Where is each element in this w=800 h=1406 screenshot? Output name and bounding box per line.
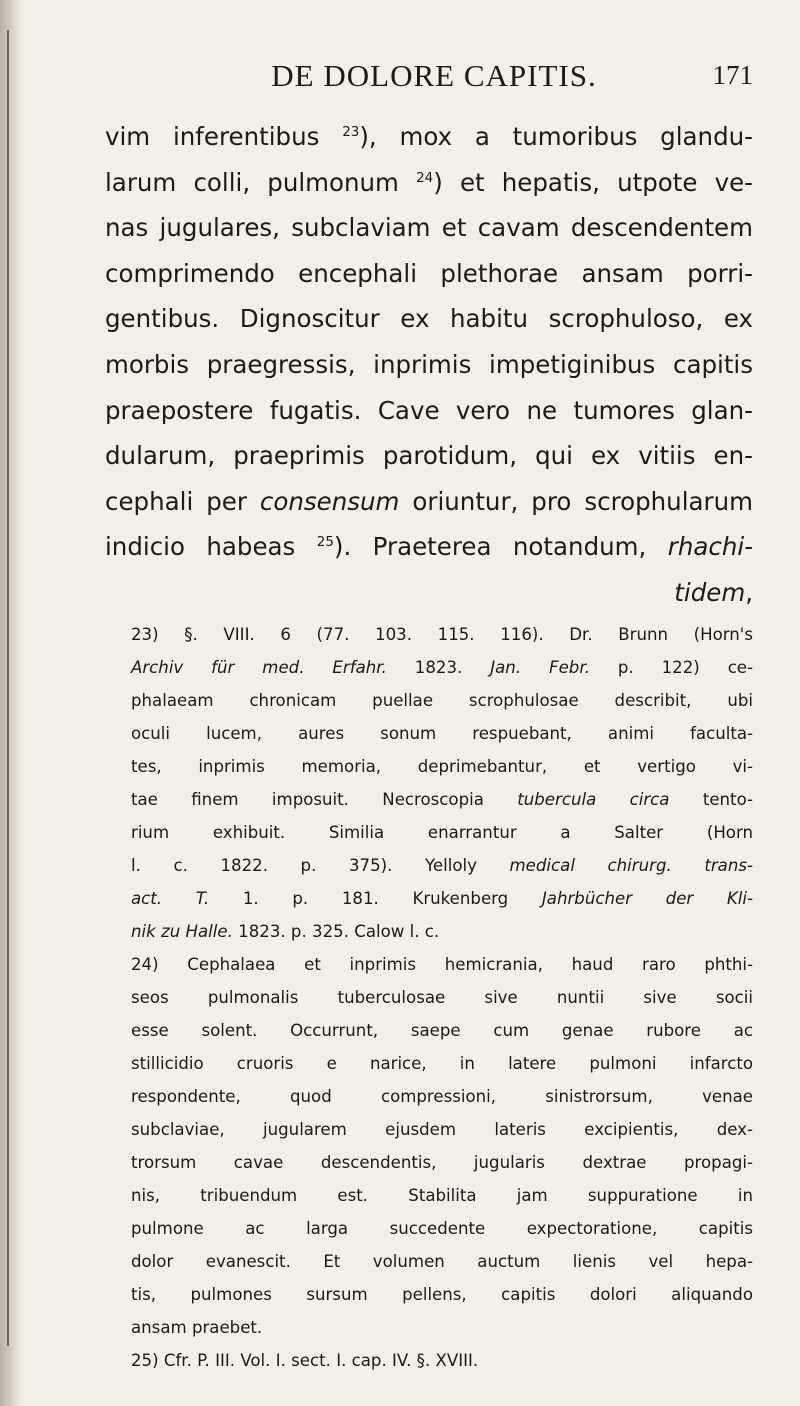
footnote-line: act. T. 1. p. 181. Krukenberg Jahrbücher der Kli-: [131, 888, 753, 908]
footnote-line: ansam praebet.: [131, 1317, 263, 1337]
footnote-ref-24[interactable]: 24: [416, 169, 434, 186]
text-line: praepostere fugatis. Cave vero ne tumores glan-: [105, 395, 753, 425]
text-line: gentibus. Dignoscitur ex habitu scrophuloso, ex: [105, 304, 753, 334]
footnote-line: seos pulmonalis tuberculosae sive nuntii sive socii: [131, 987, 753, 1007]
footnote-line: tes, inprimis memoria, deprimebantur, et vertigo vi-: [131, 756, 753, 776]
footnote-ref-23[interactable]: 23: [342, 123, 360, 140]
book-page: [105, 58, 753, 1377]
main-text: [105, 114, 753, 616]
footnote-line: nik zu Halle. 1823. p. 325. Calow l. c.: [131, 921, 440, 941]
footnote-line: tae finem imposuit. Necroscopia tubercula circa tento-: [131, 789, 754, 809]
footnote-ref-25[interactable]: 25: [316, 534, 334, 551]
book-gutter-shadow: [0, 0, 22, 1406]
text-line: tidem,: [674, 577, 753, 607]
page-header: [105, 58, 753, 108]
text-line: comprimendo encephali plethorae ansam porri-: [105, 258, 753, 288]
footnote-line: oculi lucem, aures sonum respuebant, animi faculta-: [131, 723, 753, 743]
footnote-25: 25) Cfr. P. III. Vol. I. sect. I. cap. IV. §. XVIII.: [131, 1350, 479, 1370]
footnote-line: l. c. 1822. p. 375). Yelloly medical chirurg. trans-: [131, 855, 753, 875]
footnote-line: esse solent. Occurrunt, saepe cum genae rubore ac: [131, 1020, 753, 1040]
footnote-line: respondente, quod compressioni, sinistrorsum, venae: [131, 1086, 753, 1106]
text-line: vim inferentibus $^{23}$), mox a tumoribus glandu-: [105, 122, 753, 151]
footnote-line: subclaviae, jugularem ejusdem lateris excipientis, dex-: [131, 1119, 753, 1139]
text-line: indicio habeas $^{25}$). Praeterea notandum, rhachi-: [105, 532, 754, 562]
footnote-line: dolor evanescit. Et volumen auctum lienis vel hepa-: [131, 1251, 753, 1271]
footnote-24: 24) Cephalaea et inprimis hemicrania, haud raro phthi-: [131, 954, 753, 974]
footnote-line: stillicidio cruoris e narice, in latere pulmoni infarcto: [131, 1053, 753, 1073]
running-title: DE DOLORE CAPITIS.: [271, 58, 597, 93]
text-line: larum colli, pulmonum $^{24}$) et hepatis, utpote ve-: [105, 167, 753, 197]
footnote-line: rium exhibuit. Similia enarrantur a Salter (Horn: [131, 822, 753, 842]
footnotes: [105, 618, 753, 1377]
text-line: morbis praegressis, inprimis impetiginibus capitis: [105, 349, 753, 379]
footnote-line: phalaeam chronicam puellae scrophulosae describit, ubi: [131, 690, 753, 710]
text-line: cephali per consensum oriuntur, pro scrophularum: [105, 486, 753, 516]
footnote-line: pulmone ac larga succedente expectoratione, capitis: [131, 1218, 753, 1238]
footnote-line: trorsum cavae descendentis, jugularis dextrae propagi-: [131, 1152, 753, 1172]
page-number: 171: [712, 60, 753, 90]
footnote-23: 23) §. VIII. 6 (77. 103. 115. 116). Dr. Brunn (Horn's: [131, 624, 753, 644]
footnote-line: Archiv für med. Erfahr. 1823. Jan. Febr. p. 122) ce-: [131, 657, 754, 677]
footnote-line: tis, pulmones sursum pellens, capitis dolori aliquando: [131, 1284, 753, 1304]
footnote-line: nis, tribuendum est. Stabilita jam suppuratione in: [131, 1185, 753, 1205]
text-line: nas jugulares, subclaviam et cavam descendentem: [105, 213, 753, 243]
book-spine-edge: [7, 30, 9, 1346]
text-line: dularum, praeprimis parotidum, qui ex vitiis en-: [105, 441, 753, 471]
